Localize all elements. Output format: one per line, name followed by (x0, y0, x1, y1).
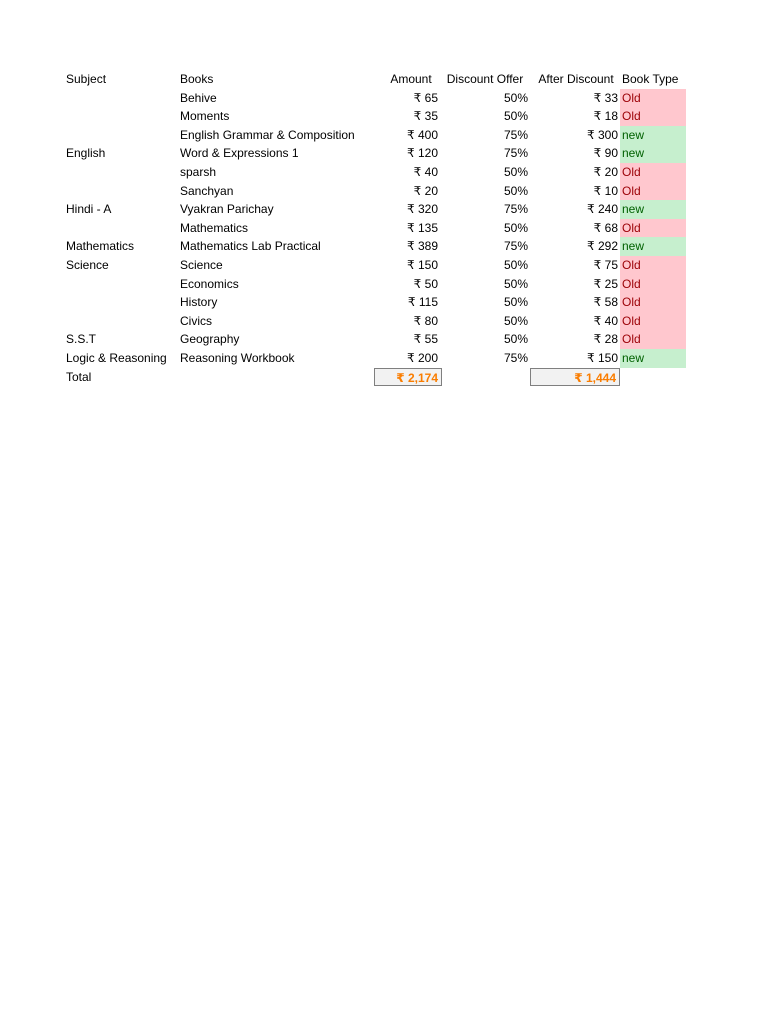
book-type-cell[interactable]: new (620, 126, 686, 145)
book-cell[interactable]: History (180, 295, 218, 310)
subject-cell[interactable] (66, 219, 176, 238)
discount-cell[interactable]: 50% (503, 220, 528, 235)
book-type-cell[interactable]: Old (620, 89, 686, 108)
amount-cell[interactable]: ₹ 115 (407, 295, 438, 310)
discount-cell[interactable]: 50% (503, 276, 528, 291)
book-cell[interactable]: Word & Expressions 1 (180, 146, 299, 161)
book-cell[interactable]: Geography (180, 332, 240, 347)
book-type-cell[interactable]: new (620, 144, 686, 163)
book-type-cell[interactable]: Old (620, 163, 686, 182)
amount-cell[interactable]: ₹ 65 (413, 90, 438, 105)
subject-cell[interactable] (66, 126, 176, 145)
book-type-cell[interactable]: Old (620, 182, 686, 201)
book-type-cell[interactable]: new (620, 200, 686, 219)
discount-cell[interactable]: 50% (503, 257, 528, 272)
subject-cell[interactable]: Logic & Reasoning (66, 350, 167, 365)
subject-cell[interactable] (66, 275, 176, 294)
amount-cell[interactable]: ₹ 35 (413, 109, 438, 124)
subject-cell[interactable]: English (66, 146, 106, 161)
discount-cell[interactable]: 75% (503, 202, 528, 217)
total-amount-cell[interactable]: ₹ 2,174 (374, 368, 442, 387)
book-cell[interactable]: Civics (180, 313, 212, 328)
amount-cell[interactable]: ₹ 400 (407, 127, 438, 142)
book-type-cell[interactable]: Old (620, 107, 686, 126)
book-cell[interactable]: Reasoning Workbook (180, 350, 295, 365)
after-discount-cell[interactable]: ₹ 33 (593, 90, 618, 105)
book-cell[interactable]: Mathematics Lab Practical (180, 239, 321, 254)
subject-cell[interactable]: Science (66, 257, 109, 272)
subject-cell[interactable]: Mathematics (66, 239, 135, 254)
book-cell[interactable]: Moments (180, 109, 230, 124)
after-discount-cell[interactable]: ₹ 25 (593, 276, 618, 291)
after-discount-cell[interactable]: ₹ 292 (587, 239, 618, 254)
book-cell[interactable]: Vyakran Parichay (180, 202, 274, 217)
after-discount-cell[interactable]: ₹ 240 (587, 202, 618, 217)
amount-cell[interactable]: ₹ 320 (407, 202, 438, 217)
after-discount-cell[interactable]: ₹ 90 (593, 146, 618, 161)
discount-cell[interactable]: 50% (503, 109, 528, 124)
discount-cell[interactable]: 50% (503, 313, 528, 328)
discount-cell[interactable]: 75% (503, 127, 528, 142)
amount-cell[interactable]: ₹ 55 (413, 332, 438, 347)
after-discount-cell[interactable]: ₹ 300 (587, 127, 618, 142)
book-cell[interactable]: Sanchyan (180, 183, 234, 198)
after-discount-cell[interactable]: ₹ 68 (593, 220, 618, 235)
header-discount-offer[interactable]: Discount Offer (446, 72, 524, 86)
book-type-cell[interactable]: Old (620, 219, 686, 238)
discount-cell[interactable]: 50% (503, 164, 528, 179)
subject-cell[interactable] (66, 89, 176, 108)
discount-cell[interactable]: 50% (503, 90, 528, 105)
book-type-cell[interactable]: Old (620, 293, 686, 312)
discount-cell[interactable]: 50% (503, 295, 528, 310)
book-type-cell[interactable]: Old (620, 312, 686, 331)
amount-cell[interactable]: ₹ 80 (413, 313, 438, 328)
discount-cell[interactable]: 75% (503, 239, 528, 254)
discount-cell[interactable]: 75% (503, 146, 528, 161)
subject-cell[interactable] (66, 293, 176, 312)
after-discount-cell[interactable]: ₹ 75 (593, 257, 618, 272)
header-subject[interactable]: Subject (66, 72, 107, 86)
discount-cell[interactable]: 75% (503, 350, 528, 365)
after-discount-cell[interactable]: ₹ 18 (593, 109, 618, 124)
after-discount-cell[interactable]: ₹ 150 (587, 350, 618, 365)
after-discount-cell[interactable]: ₹ 58 (593, 295, 618, 310)
header-after-discount[interactable]: After Discount (538, 72, 614, 86)
book-type-cell[interactable]: new (620, 349, 686, 368)
book-type-cell[interactable]: Old (620, 275, 686, 294)
subject-cell[interactable] (66, 312, 176, 331)
amount-cell[interactable]: ₹ 40 (413, 164, 438, 179)
subject-cell[interactable] (66, 182, 176, 201)
amount-cell[interactable]: ₹ 20 (413, 183, 438, 198)
subject-cell[interactable]: Hindi - A (66, 202, 112, 217)
book-cell[interactable]: English Grammar & Composition (180, 127, 355, 142)
total-label[interactable]: Total (66, 369, 92, 384)
after-discount-cell[interactable]: ₹ 40 (593, 313, 618, 328)
subject-cell[interactable] (66, 163, 176, 182)
amount-cell[interactable]: ₹ 50 (413, 276, 438, 291)
subject-cell[interactable] (66, 107, 176, 126)
header-book-type[interactable]: Book Type (622, 72, 679, 86)
book-cell[interactable]: sparsh (180, 164, 217, 179)
after-discount-cell[interactable]: ₹ 20 (593, 164, 618, 179)
after-discount-cell[interactable]: ₹ 10 (593, 183, 618, 198)
book-cell[interactable]: Economics (180, 276, 239, 291)
amount-cell[interactable]: ₹ 120 (407, 146, 438, 161)
discount-cell[interactable]: 50% (503, 183, 528, 198)
book-type-cell[interactable]: new (620, 237, 686, 256)
amount-cell[interactable]: ₹ 200 (407, 350, 438, 365)
header-books[interactable]: Books (180, 72, 214, 86)
header-amount[interactable]: Amount (390, 72, 432, 86)
discount-cell[interactable]: 50% (503, 332, 528, 347)
amount-cell[interactable]: ₹ 150 (407, 257, 438, 272)
book-type-cell[interactable]: Old (620, 256, 686, 275)
amount-cell[interactable]: ₹ 389 (407, 239, 438, 254)
book-type-cell[interactable]: Old (620, 330, 686, 349)
book-cell[interactable]: Behive (180, 90, 217, 105)
amount-cell[interactable]: ₹ 135 (407, 220, 438, 235)
after-discount-cell[interactable]: ₹ 28 (593, 332, 618, 347)
total-after-discount-cell[interactable]: ₹ 1,444 (530, 368, 620, 387)
subject-cell[interactable]: S.S.T (66, 332, 97, 347)
book-cell[interactable]: Science (180, 257, 223, 272)
book-cell[interactable]: Mathematics (180, 220, 249, 235)
